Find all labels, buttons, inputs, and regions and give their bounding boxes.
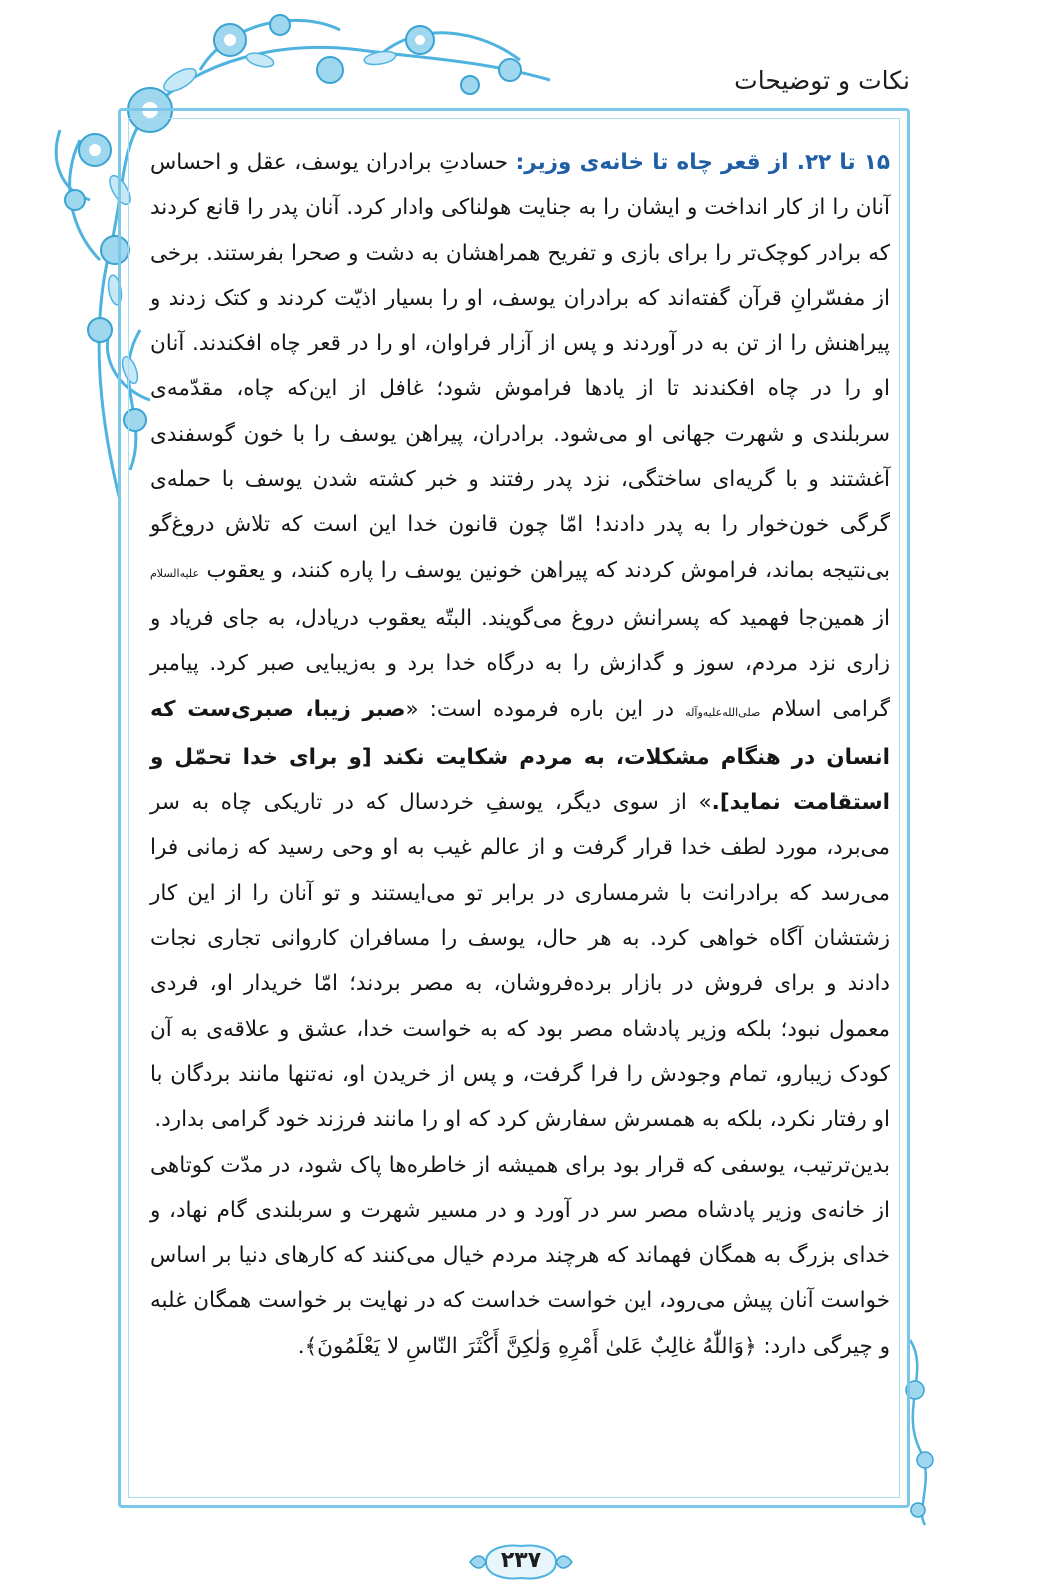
paragraph-1-text-a: حسادتِ برادران یوسف، عقل و احساس آنان را از کار انداخت و ایشان را به جنایت هولناکی وادار کرد. آنان پدر را قانع کردند که برادر کوچک‌تر را برای بازی و تفریح همراهشان به دشت و صحرا بفرستند. برخی از مفسّرانِ قرآن گفته‌اند که برادران یوسف، او را بسیار اذیّت کردند و کتک زدند و پیراهنش را از تن به در آوردند و پس از آزار فراوان، او را در قعر چاه افکندند. آنان او را در چاه افکندند تا از یادها فراموش شود؛ غافل از این‌که چاه، مقدّمه‌ی سربلندی و شهرت جهانی او می‌شود. برادران، پیراهن یوسف را با خون گوسفندی آغشتند و با گریه‌ای ساختگی، نزد پدر رفتند و خبر کشته شدن یوسف با حمله‌ی گرگی خون‌خوار را به پدر دادند! امّا چون قانون خدا این است که تلاش دروغ‌گو بی‌نتیجه بماند، فراموش کردند که پیراهن خونین یوسف را پاره کنند، و یعقوب — [150, 150, 891, 583]
hadith-quote: صبر زیبا، صبری‌ست که انسان در هنگام مشکلات، به مردم شکایت نکند [و برای خدا تحمّل و استقامت نماید]. — [150, 696, 890, 816]
main-text — [150, 140, 890, 1369]
paragraph-2-text: بدین‌ترتیب، یوسفی که قرار بود برای همیشه از خاطره‌ها پاک شود، در مدّت کوتاهی از خانه‌ی وزیر پادشاه مصر سر در آورد و در مسیر شهرت و سربلندی گام نهاد، و خدای بزرگ به همگان فهماند که هرچند مردم خیال می‌کنند که کارهای دنیا بر اساس خواست آنان پیش می‌رود، این خواست خداست که در نهایت بر خواست همگان غلبه و چیرگی دارد: — [150, 1152, 890, 1359]
honorific-yaqub: علیه‌السلام — [150, 566, 200, 580]
page-number-badge — [466, 1540, 576, 1584]
paragraph-1-text-b: از همین‌جا فهمید که پسرانش دروغ می‌گویند. البتّه یعقوب دریادل، به جای فریاد و زاری نزد مردم، سوز و گدازش را به درگاه خدا برد و به‌زیبایی صبر کرد. پیامبر گرامی اسلام — [150, 605, 890, 722]
paragraph-1 — [150, 140, 890, 1143]
quran-verse: ﴿وَاللّٰهُ غالِبٌ عَلیٰ أَمْرِهِ وَلٰکِنَّ أَکْثَرَ النّاسِ لا یَعْلَمُونَ﴾. — [297, 1333, 757, 1359]
section-title: ۱۵ تا ۲۲. از قعر چاه تا خانه‌ی وزیر: — [515, 150, 890, 175]
page-number: ۲۳۷ — [500, 1548, 542, 1573]
page-header-title: نکات و توضیحات — [734, 66, 910, 95]
paragraph-1-text-c: در این باره فرموده است: « — [405, 696, 675, 722]
honorific-prophet: صلی‌الله‌علیه‌وآله — [685, 705, 761, 719]
paragraph-2 — [150, 1143, 890, 1369]
paragraph-1-text-d: » از سوی دیگر، یوسفِ خردسال که در تاریکی چاه به سر می‌برد، مورد لطف خدا قرار گرفت و از عالم غیب به او وحی رسید که زمانی فرا می‌رسد که برادرانت با شرمساری در برابر تو می‌ایستند و تو آنان را از این کار زشتشان آگاه خواهی کرد. به هر حال، یوسف را مسافران کاروانی تجاری نجات دادند و برای فروش در بازار برده‌فروشان، به مصر بردند؛ امّا خریدار او، فردی معمول نبود؛ بلکه وزیر پادشاه مصر بود که به خواست خدا، عشق و علاقه‌ی به آن کودک زیبارو، تمام وجودش را فرا گرفت، و پس از خریدن او، نه‌تنها مانند بردگان با او رفتار نکرد، بلکه به همسرش سفارش کرد که او را مانند فرزند خود گرامی بدارد. — [150, 790, 890, 1133]
